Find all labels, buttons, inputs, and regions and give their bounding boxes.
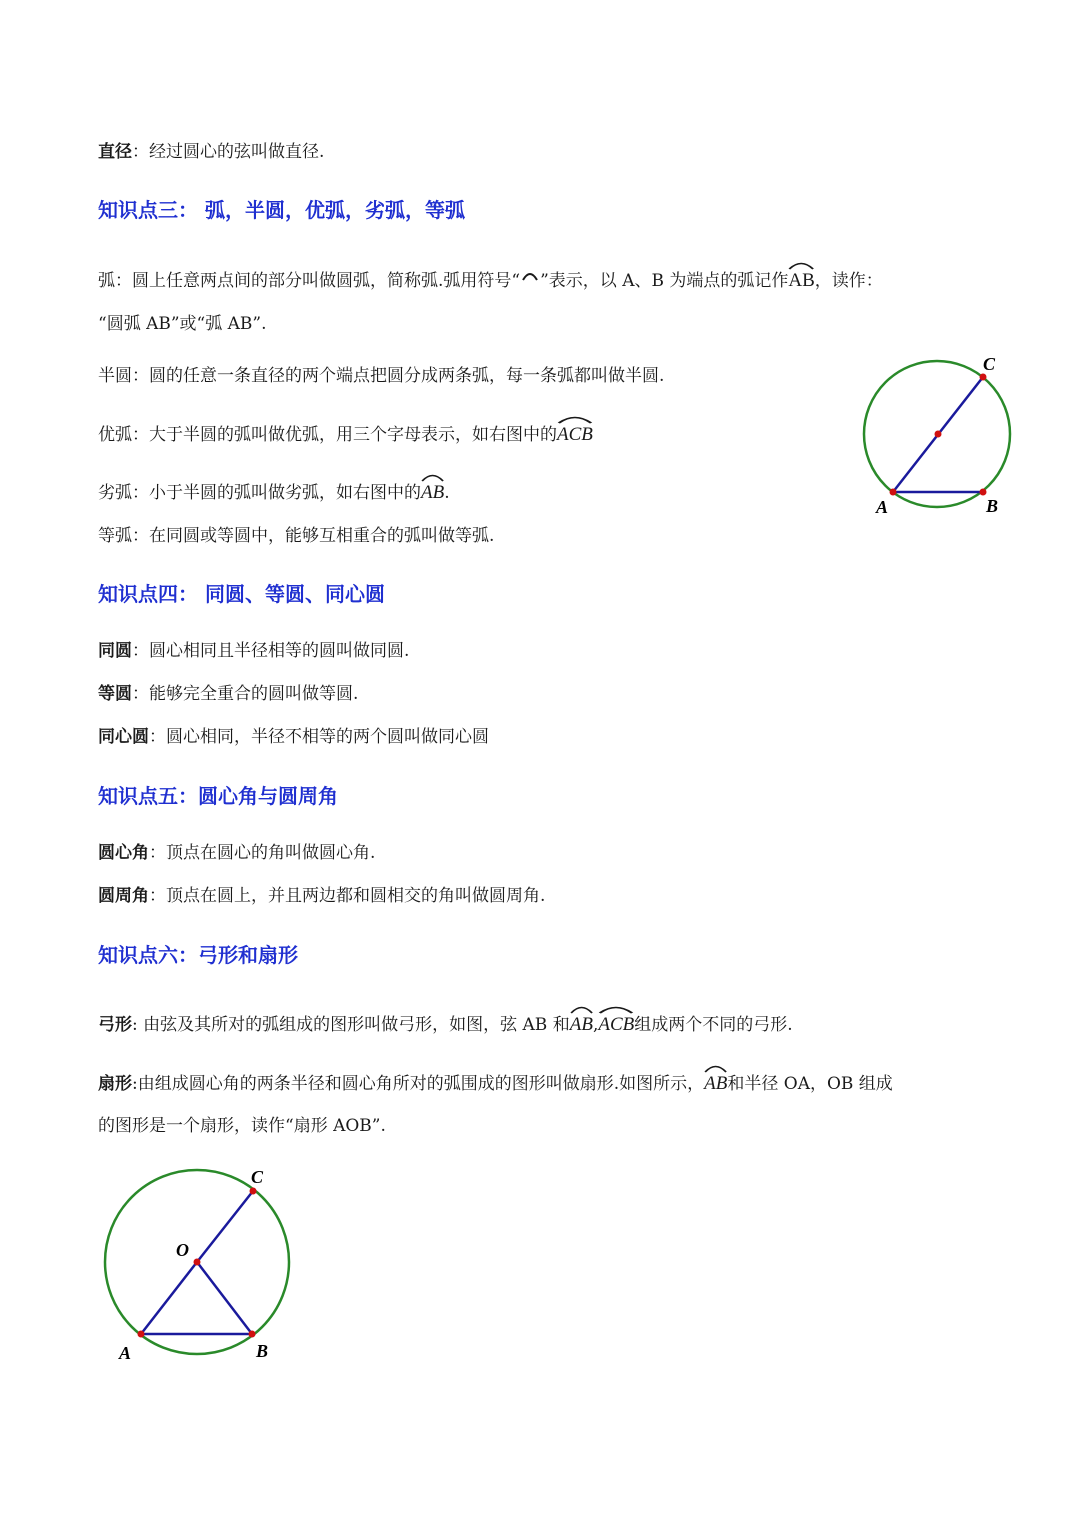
sector-text-2: 和半径 OA，OB 组成: [727, 1074, 893, 1094]
term-diameter: 直径: [98, 142, 132, 162]
concentric-definition: [98, 729, 489, 746]
equal-circle-text: ：能够完全重合的圆叫做等圆.: [132, 684, 359, 704]
same-circle-definition: [98, 643, 409, 660]
major-arc-text: 优弧：大于半圆的弧叫做优弧，用三个字母表示，如右图中的: [98, 425, 557, 445]
figure2-label-o: O: [176, 1240, 189, 1260]
arc-def-part2: ”表示，以 A、B 为端点的弧记作: [540, 271, 789, 291]
major-arc-definition: [98, 422, 593, 444]
figure2-label-b: B: [256, 1341, 269, 1361]
figure2-label-c: C: [251, 1167, 264, 1187]
arc-reading: “圆弧 AB”或“弧 AB”.: [98, 314, 267, 334]
arc-definition: [98, 268, 883, 290]
segment-arc-ab-label: AB: [569, 1014, 593, 1035]
minor-arc-text: 劣弧：小于半圆的弧叫做劣弧，如右图中的: [98, 483, 421, 503]
figure-sector: [100, 1160, 300, 1370]
figure2-radius-oc: [197, 1191, 253, 1262]
heading-knowledge-3: 知识点三： 弧，半圆，优弧，劣弧，等弧: [98, 198, 465, 222]
arc-notation-sector-ab: [704, 1071, 727, 1093]
arc-notation-label: AB: [788, 270, 815, 291]
term-segment: 弓形: [98, 1015, 132, 1035]
diameter-definition: [98, 144, 324, 161]
figure1-label-a: A: [876, 497, 889, 517]
segment-definition: [98, 1012, 793, 1034]
heading-knowledge-5: 知识点五：圆心角与圆周角: [98, 784, 338, 808]
figure2-radius-oa: [141, 1262, 197, 1334]
term-equal-circle: 等圆: [98, 684, 132, 704]
arc-acb-label: ACB: [557, 424, 593, 445]
figure2-point-o: [194, 1259, 201, 1266]
minor-arc-definition: [98, 480, 450, 502]
concentric-text: ：圆心相同，半径不相等的两个圆叫做同心圆: [149, 727, 489, 747]
figure1-point-c: [980, 374, 987, 381]
central-angle-definition: [98, 845, 375, 862]
figure1-label-c: C: [983, 354, 996, 374]
figure2-point-b: [249, 1331, 256, 1338]
figure2-radius-ob: [197, 1262, 252, 1334]
figure1-center: [935, 431, 942, 438]
semicircle-definition: 半圆：圆的任意一条直径的两个端点把圆分成两条弧，每一条弧都叫做半圆.: [98, 366, 665, 386]
term-sector: 扇形: [98, 1074, 132, 1094]
segment-text-2: 组成两个不同的弓形.: [634, 1015, 793, 1035]
arc-notation-ab-minor: [421, 480, 444, 502]
figure2-point-c: [250, 1188, 257, 1195]
arc-notation-segment-acb: [598, 1012, 634, 1034]
diameter-text: ：经过圆心的弦叫做直径.: [132, 142, 325, 162]
equal-arc-definition: 等弧：在同圆或等圆中，能够互相重合的弧叫做等弧.: [98, 526, 495, 546]
arc-notation-acb: [557, 422, 593, 444]
figure1-point-a: [890, 489, 897, 496]
figure1-label-b: B: [986, 496, 999, 516]
term-same-circle: 同圆: [98, 641, 132, 661]
arc-notation-ab: [788, 268, 814, 290]
arc-notation-segment-ab: [570, 1012, 593, 1034]
figure1-point-b: [980, 489, 987, 496]
minor-arc-end: .: [444, 483, 450, 503]
same-circle-text: ：圆心相同且半径相等的圆叫做同圆.: [132, 641, 410, 661]
central-angle-text: ：顶点在圆心的角叫做圆心角.: [149, 843, 376, 863]
sector-arc-ab-label: AB: [704, 1073, 728, 1094]
term-central-angle: 圆心角: [98, 843, 149, 863]
heading-knowledge-6: 知识点六：弓形和扇形: [98, 943, 298, 967]
figure2-point-a: [138, 1331, 145, 1338]
arc-symbol-icon: [520, 268, 540, 282]
figure2-label-a: A: [119, 1343, 132, 1363]
sector-definition: [98, 1071, 893, 1093]
figure-circle-chord: [858, 352, 1018, 522]
term-inscribed-angle: 圆周角: [98, 886, 149, 906]
inscribed-angle-definition: [98, 888, 545, 905]
arc-def-part1: 弧：圆上任意两点间的部分叫做圆弧，简称弧.弧用符号“: [98, 271, 521, 291]
sector-text-1: :由组成圆心角的两条半径和圆心角所对的弧围成的图形叫做扇形.如图所示，: [132, 1074, 705, 1094]
equal-circle-definition: [98, 686, 358, 703]
segment-comma: ,: [592, 1015, 599, 1035]
arc-ab-minor-label: AB: [421, 482, 445, 503]
heading-knowledge-4: 知识点四： 同圆、等圆、同心圆: [98, 582, 385, 606]
segment-arc-acb-label: ACB: [598, 1014, 635, 1035]
term-concentric: 同心圆: [98, 727, 149, 747]
arc-def-part3: ，读作：: [814, 271, 883, 291]
sector-reading: 的图形是一个扇形，读作“扇形 AOB”.: [98, 1116, 386, 1136]
inscribed-angle-text: ：顶点在圆上，并且两边都和圆相交的角叫做圆周角.: [149, 886, 546, 906]
segment-text-1: : 由弦及其所对的弧组成的图形叫做弓形，如图，弦 AB 和: [132, 1015, 570, 1035]
